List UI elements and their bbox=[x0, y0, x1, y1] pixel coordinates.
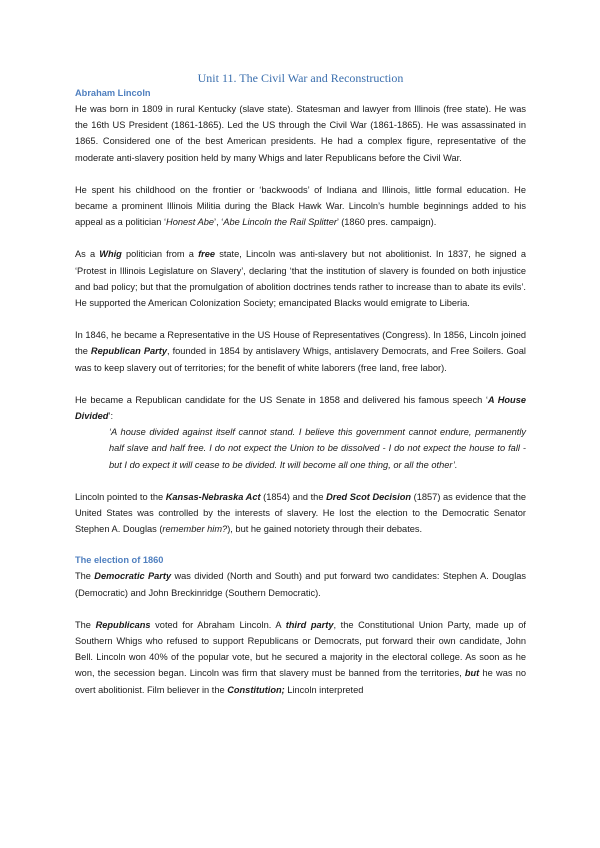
section-heading-election: The election of 1860 bbox=[75, 555, 164, 566]
paragraph-childhood bbox=[75, 182, 526, 231]
text-run: Constitution; bbox=[227, 684, 285, 695]
text-run: Lincoln interpreted bbox=[284, 684, 364, 695]
text-run: In 1846, he became a Representative in the US House of Representatives (Congress). In 1856, Lincoln joined the bbox=[75, 330, 526, 357]
text-run: state, Lincoln was anti-slavery but not abolitionist. In 1837, he signed a ‘Protest in Illinois Legislature on Slavery’, declaring ‘that the institution of slavery is founded on both injustice and bad policy; but that the promulgation of abolition doctrines tends rather to increase than to abate its evils’. He supported the American Colonization Society; emancipated Blacks would emigrate to Liberia. bbox=[75, 249, 526, 309]
text-run: Dred Scot Decision bbox=[326, 491, 412, 502]
text-run: Republicans bbox=[95, 619, 151, 630]
paragraph-text: He was born in 1809 in rural Kentucky (slave state). Statesman and lawyer from Illinois (free state). He was the 16th US President (1861-1865). Led the US through the Civil War (1861-1865). He was assassinated in 1865. Considered one of the best American presidents. He had a complex figure, representative of the moderate anti-slavery position held by many Whigs and later Republicans before the Civil War. bbox=[75, 104, 526, 163]
text-run: voted for Abraham Lincoln. A bbox=[150, 619, 286, 630]
text-run: He became a Republican candidate for the US Senate in 1858 and delivered his famous speech ‘ bbox=[75, 394, 488, 405]
text-run: Honest Abe bbox=[166, 217, 215, 228]
text-run: , the Constitutional Union Party, made up of Southern Whigs who refused to support Republicans or Democrats, put forward their own candidate, John Bell. Lincoln won 40% of the popular vote, but he secured a majority in the electoral college. As soon as he won, the secession began. Lincoln was firm that slavery must be banned from the territories, bbox=[75, 619, 527, 679]
text-run: (1857) as evidence that the United States was controlled by the interests of slavery. He lost the election to the Democratic Senator Stephen A. Douglas ( bbox=[75, 491, 526, 535]
text-run: he was no overt abolitionist. Film believer in the bbox=[75, 668, 526, 695]
paragraph-democrats bbox=[75, 568, 526, 600]
paragraph-republican bbox=[75, 327, 526, 376]
document-page bbox=[75, 70, 526, 698]
page-title: Unit 11. The Civil War and Reconstruction bbox=[197, 71, 404, 85]
text-run: A House Divided bbox=[75, 394, 526, 422]
text-run: Whig bbox=[99, 249, 122, 260]
text-run: politician from a bbox=[121, 249, 199, 260]
text-run: As a bbox=[75, 249, 100, 260]
text-run: remember him? bbox=[162, 524, 228, 535]
text-run: He spent his childhood on the frontier or ‘backwoods’ of Indiana and Illinois, little formal education. He became a prominent Illinois Militia during the Black Hawk War. Lincoln’s humble beginnings added to his appeal as a politician ‘ bbox=[75, 184, 526, 228]
text-run: was divided (North and South) and put forward two candidates: Stephen A. Douglas (Democratic) and John Breckinridge (Southern Democratic). bbox=[75, 571, 527, 598]
text-run: Republican Party bbox=[90, 346, 167, 357]
text-run: The bbox=[75, 571, 95, 582]
text-run: (1854) and the bbox=[260, 491, 327, 502]
paragraph-whig bbox=[75, 246, 526, 311]
house-divided-quote bbox=[75, 424, 526, 473]
text-run: Abe Lincoln the Rail Splitter bbox=[223, 217, 337, 228]
text-run: Lincoln pointed to the bbox=[75, 491, 166, 502]
paragraph-republicans bbox=[75, 617, 526, 698]
text-run: ), but he gained notoriety through their debates. bbox=[227, 524, 423, 535]
section-heading-lincoln: Abraham Lincoln bbox=[75, 88, 151, 98]
text-run: Kansas-Nebraska Act bbox=[165, 491, 261, 502]
text-run: ’: bbox=[108, 411, 114, 422]
quote-text: ‘A house divided against itself cannot stand. I believe this government cannot endure, permanently half slave and half free. I do not expect the Union to be dissolved - I do not expect the house to fall - but I do expect it will cease to be divided. It will become all one thing, or all the other’. bbox=[109, 427, 526, 470]
text-run: but bbox=[464, 668, 480, 679]
paragraph-senate bbox=[75, 392, 526, 424]
text-run: The bbox=[75, 619, 96, 630]
text-run: ’ (1860 pres. campaign). bbox=[336, 217, 437, 228]
paragraph-birth bbox=[75, 101, 526, 166]
text-run: , founded in 1854 by antislavery Whigs, antislavery Democrats, and Free Soilers. Goal was to keep slavery out of territories; for the benefit of white laborers (free land, free labor). bbox=[75, 346, 526, 373]
text-run: free bbox=[198, 249, 216, 260]
text-run: ’, ‘ bbox=[214, 217, 224, 228]
text-run: Democratic Party bbox=[94, 571, 172, 582]
text-run: third party bbox=[285, 619, 334, 630]
paragraph-kansas bbox=[75, 489, 526, 538]
